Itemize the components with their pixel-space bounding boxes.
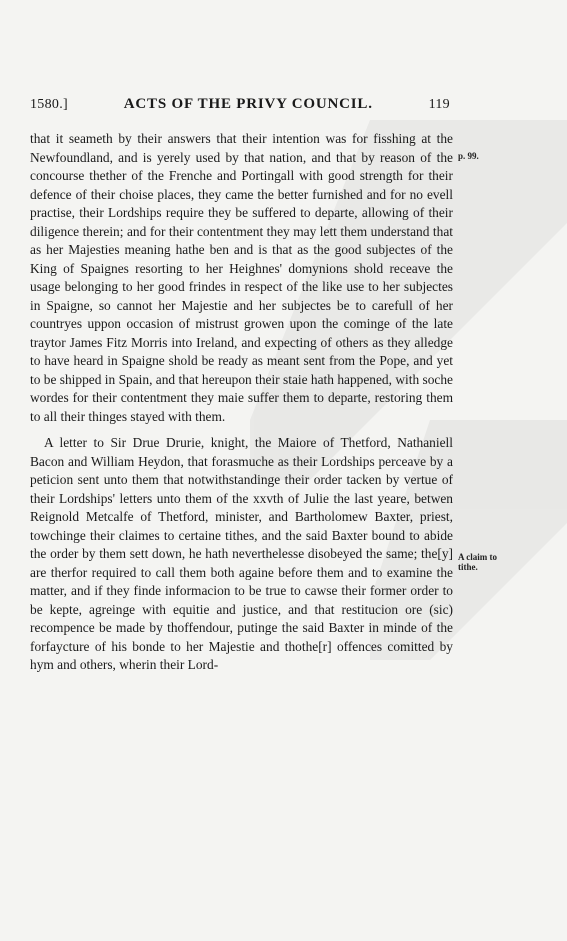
- margin-note-claim: A claim to tithe.: [458, 552, 497, 572]
- margin-note-page-ref: p. 99.: [458, 151, 479, 161]
- header-year: 1580.]: [30, 97, 68, 112]
- page-number: 119: [428, 97, 450, 112]
- paragraph-2: A letter to Sir Drue Drurie, knight, the Maiore of Thetford, Nathaniell Bacon and William Heydon, that forasmuche as their Lordships perceave by a peticion sent unto them that notwithstandinge their order tacken by vertue of their Lordships' letters unto them of the xxvth of Julie the last yeare, betwen Reignold Metcalfe of Thetford, minister, and Bartholomew Baxter, priest, towchinge their claimes to certaine tithes, and the said Baxter bound to abide the order by them sett down, he hath neverthelesse disobeyed the same; the[y] are therfor required to call them both againe before them and to examine the matter, and if they finde informacion to be true to cawse their former order to be kepte, agreinge with equitie and justice, and that restitucion ore (sic) recompence be made by thoffendour, putinge the said Baxter in minde of the forfaycture of his bonde to her Majestie and thothe[r] offences comitted by hym and others, wherin their Lord-: [30, 435, 453, 672]
- header-title: ACTS OF THE PRIVY COUNCIL.: [123, 96, 373, 112]
- body-text: [30, 130, 453, 675]
- running-header: [30, 96, 450, 113]
- paragraph-1: that it seameth by their answers that their intention was for fisshing at the Newfoundland, and is yerely used by that nation, and that by reason of the concourse thether of the Frenche and Portingall with good strength for their defence of their choise places, they came the better furnished and for no evell practise, their Lordships require they be suffered to departe, allowing of their diligence therein; and for their contentment they may lett them understand that as her Majesties meaning hathe ben and is that as the good subjectes of the King of Spaignes resorting to her Heighnes' domynions shold receave the usage belonging to her good frindes in respect of the like use to her subjectes in Spaigne, so cannot her Majestie and her subjectes be to carefull of her countryes uppon occasion of mistrust growen upon the cominge of the late traytor James Fitz Morris into Ireland, and expecting of others as they alledge to have heard in Spaigne shold be ready as meant sent from the Pope, and yet to be shipped in Spain, and that hereupon their staie hath happened, with soche wordes for their contentment they maie suffer them to departe, restoring them to all their thinges stayed with them.: [30, 131, 453, 424]
